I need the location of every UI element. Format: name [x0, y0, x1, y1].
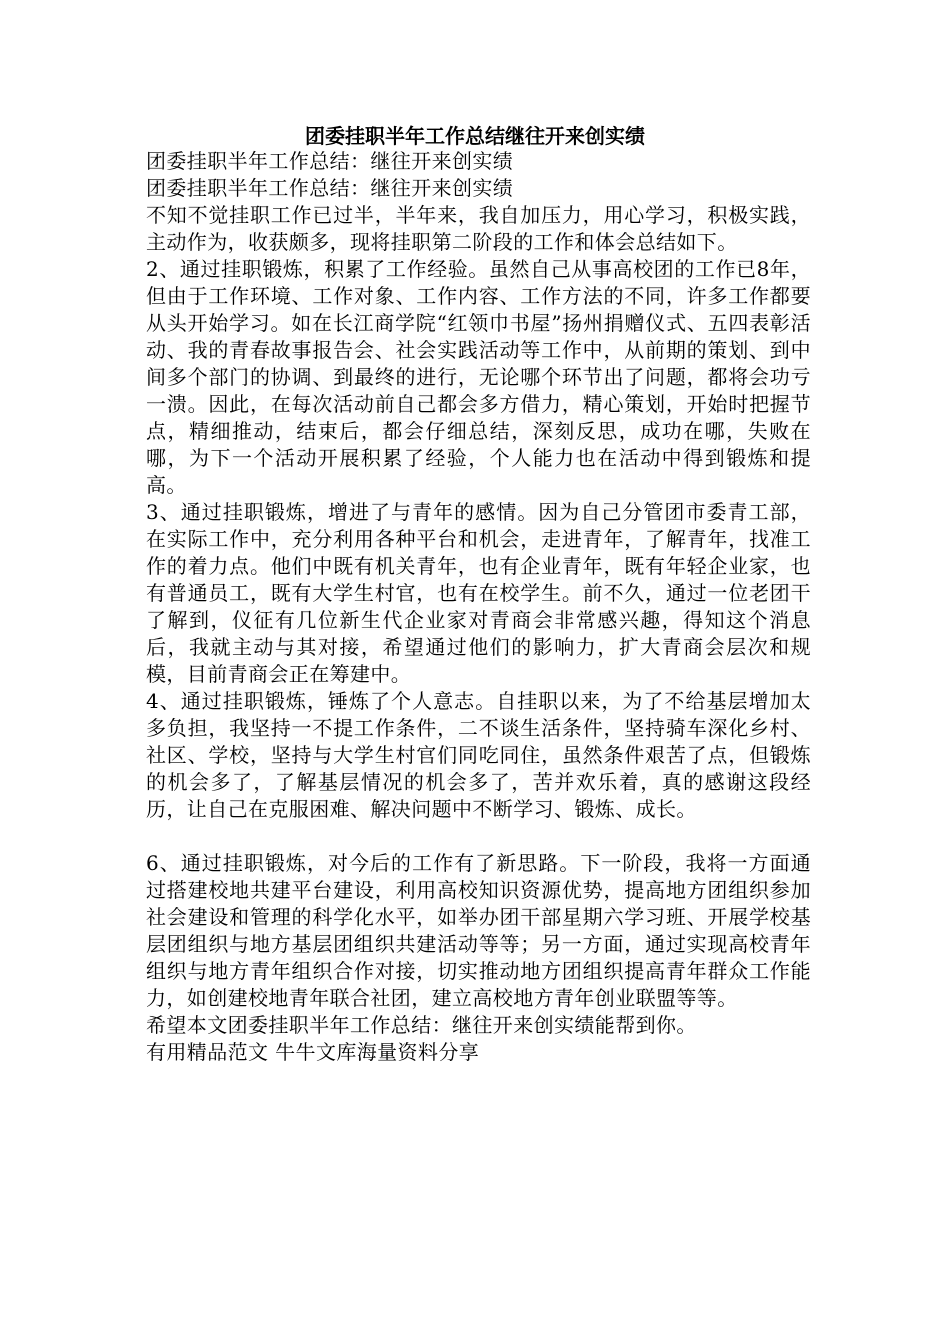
- section-paragraph-4: 4、通过挂职锻炼，锤炼了个人意志。自挂职以来，为了不给基层增加太多负担，我坚持一不提工作条件，二不谈生活条件，坚持骑车深化乡村、社区、学校，坚持与大学生村官们同吃同住，虽然条件艰苦了点，但锻炼的机会多了，了解基层情况的机会多了，苦并欢乐着，真的感谢这段经历，让自己在克服困难、解决问题中不断学习、锻炼、成长。: [146, 689, 811, 821]
- footer-line: 有用精品范文 牛牛文库海量资料分享: [146, 1040, 480, 1064]
- section-paragraph-3: 3、通过挂职锻炼，增进了与青年的感情。因为自己分管团市委青工部，在实际工作中，充分利用各种平台和机会，走进青年，了解青年，找准工作的着力点。他们中既有机关青年，也有企业青年，既有年轻企业家，也有普通员工，既有大学生村官，也有在校学生。前不久，通过一位老团干了解到，仪征有几位新生代企业家对青商会非常感兴趣，得知这个消息后，我就主动与其对接，希望通过他们的影响力，扩大青商会层次和规模，目前青商会正在筹建中。: [146, 500, 811, 686]
- subtitle-line: 团委挂职半年工作总结：继往开来创实绩: [146, 176, 514, 200]
- intro-paragraph: 不知不觉挂职工作已过半，半年来，我自加压力，用心学习，积极实践，主动作为，收获颇多，现将挂职第二阶段的工作和体会总结如下。: [146, 203, 811, 254]
- document-body: [146, 148, 811, 1066]
- section-paragraph-6: 6、通过挂职锻炼，对今后的工作有了新思路。下一阶段，我将一方面通过搭建校地共建平台建设，利用高校知识资源优势，提高地方团组织参加社会建设和管理的科学化水平，如举办团干部星期六学习班、开展学校基层团组织与地方基层团组织共建活动等等；另一方面，通过实现高校青年组织与地方青年组织合作对接，切实推动地方团组织提高青年群众工作能力，如创建校地青年联合社团，建立高校地方青年创业联盟等等。: [146, 851, 811, 1010]
- subtitle-line: 团委挂职半年工作总结：继往开来创实绩: [146, 149, 514, 173]
- section-paragraph-2: 2、通过挂职锻炼，积累了工作经验。虽然自己从事高校团的工作已8年，但由于工作环境、工作对象、工作内容、工作方法的不同，许多工作都要从头开始学习。如在长江商学院“红领巾书屋”扬州捐赠仪式、五四表彰活动、我的青春故事报告会、社会实践活动等工作中，从前期的策划、到中间多个部门的协调、到最终的进行，无论哪个环节出了问题，都将会功亏一溃。因此，在每次活动前自己都会多方借力，精心策划，开始时把握节点，精细推动，结束后，都会仔细总结，深刻反思，成功在哪，失败在哪，为下一个活动开展积累了经验，个人能力也在活动中得到锻炼和提高。: [146, 257, 811, 497]
- document-title: 团委挂职半年工作总结继往开来创实绩: [305, 124, 645, 148]
- closing-line: 希望本文团委挂职半年工作总结：继往开来创实绩能帮到你。: [146, 1013, 697, 1037]
- blank-line: [146, 823, 811, 850]
